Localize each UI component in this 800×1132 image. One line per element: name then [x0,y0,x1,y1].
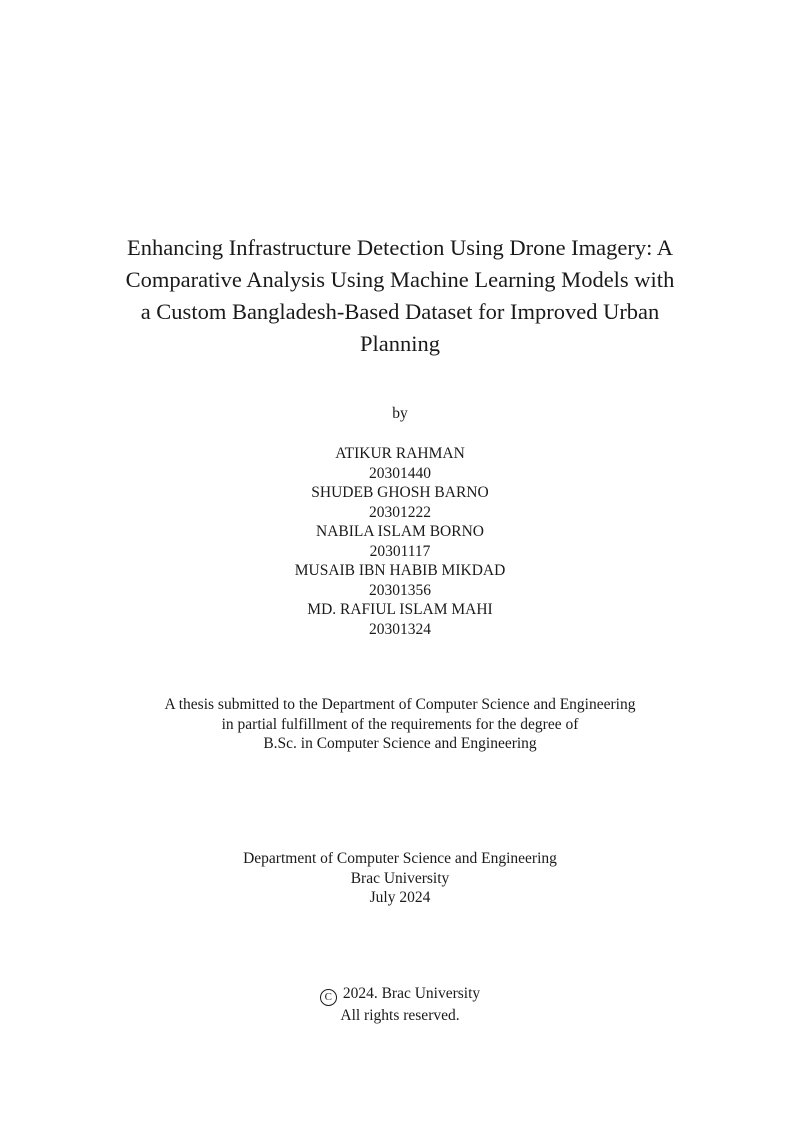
statement-line-2: in partial fulfillment of the requirements for the degree of [221,715,579,733]
by-label: by [392,405,408,422]
statement-line-3: B.Sc. in Computer Science and Engineering [263,735,537,752]
title-line-3: a Custom Bangladesh-Based Dataset for Improved Urban [140,299,660,324]
copyright-line [100,984,700,1006]
copyright-icon: C [320,989,337,1006]
author-list [100,444,700,639]
copyright-text: 2024. Brac University [342,985,481,1002]
title-line-4: Planning [359,331,440,356]
submission-statement [100,695,700,754]
author-id: 20301356 [369,581,431,599]
title-line-1: Enhancing Infrastructure Detection Using Drone Imagery: A [126,235,674,260]
title-line-2: Comparative Analysis Using Machine Learning Models with [125,267,675,292]
thesis-title [100,232,700,360]
author-id: 20301117 [369,542,431,560]
author-id: 20301222 [369,503,431,521]
department-name: Department of Computer Science and Engineering [243,850,557,867]
copyright-notice [100,984,700,1026]
author-name: MUSAIB IBN HABIB MIKDAD [294,562,506,579]
author-id: 20301324 [369,620,431,638]
author-name: ATIKUR RAHMAN [335,445,465,462]
statement-line-1: A thesis submitted to the Department of Computer Science and Engineering [164,696,636,713]
author-name: NABILA ISLAM BORNO [316,523,484,540]
submission-date: July 2024 [369,889,431,906]
university-name: Brac University [350,869,450,887]
author-name: MD. RAFIUL ISLAM MAHI [307,601,493,618]
affiliation [100,849,700,908]
author-name: SHUDEB GHOSH BARNO [311,484,489,501]
author-id: 20301440 [369,464,431,482]
rights-reserved: All rights reserved. [340,1007,460,1024]
